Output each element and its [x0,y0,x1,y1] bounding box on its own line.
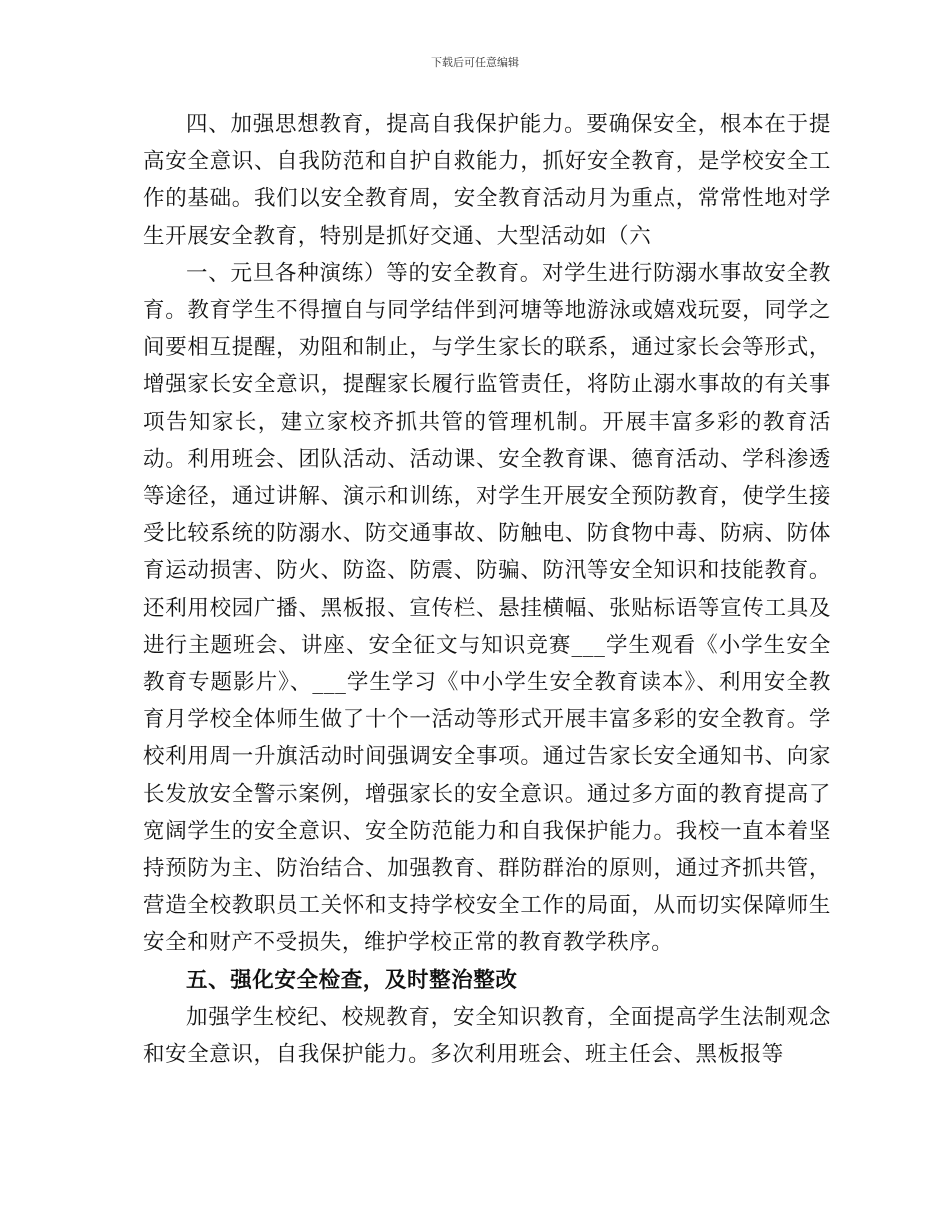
document-body [143,106,831,1073]
paragraph-section-4: 四、加强思想教育，提高自我保护能力。要确保安全，根本在于提高安全意识、自我防范和自护自救能力，抓好安全教育，是学校安全工作的基础。我们以安全教育周，安全教育活动月为重点，常常性地对学生开展安全教育，特别是抓好交通、大型活动如（六 [143,112,831,249]
paragraph-section-5: 加强学生校纪、校规教育，安全知识教育，全面提高学生法制观念和安全意识，自我保护能力。多次利用班会、班主任会、黑板报等 [143,1004,831,1068]
paragraph-safety-education: 一、元旦各种演练）等的安全教育。对学生进行防溺水事故安全教育。教育学生不得擅自与同学结伴到河塘等地游泳或嬉戏玩耍，同学之间要相互提醒，劝阻和制止，与学生家长的联系，通过家长会等形式，增强家长安全意识，提醒家长履行监管责任，将防止溺水事故的有关事项告知家长，建立家校齐抓共管的管理机制。开展丰富多彩的教育活动。利用班会、团队活动、活动课、安全教育课、德育活动、学科渗透等途径，通过讲解、演示和训练，对学生开展安全预防教育，使学生接受比较系统的防溺水、防交通事故、防触电、防食物中毒、防病、防体育运动损害、防火、防盗、防震、防骗、防汛等安全知识和技能教育。还利用校园广播、黑板报、宣传栏、悬挂横幅、张贴标语等宣传工具及进行主题班会、讲座、安全征文与知识竞赛___学生观看《小学生安全教育专题影片》、___学生学习《中小学生安全教育读本》、利用安全教育月学校全体师生做了十个一活动等形式开展丰富多彩的安全教育。学校利用周一升旗活动时间强调安全事项。通过告家长安全通知书、向家长发放安全警示案例，增强家长的安全意识。通过多方面的教育提高了宽阔学生的安全意识、安全防范能力和自我保护能力。我校一直本着坚持预防为主、防治结合、加强教育、群防群治的原则，通过齐抓共管，营造全校教职员工关怀和支持学校安全工作的局面，从而切实保障师生安全和财产不受损失，维护学校正常的教育教学秩序。 [143,260,831,956]
page-header-note: 下载后可任意编辑 [431,56,519,69]
section-5-heading: 五、强化安全检查，及时整治整改 [186,967,518,993]
